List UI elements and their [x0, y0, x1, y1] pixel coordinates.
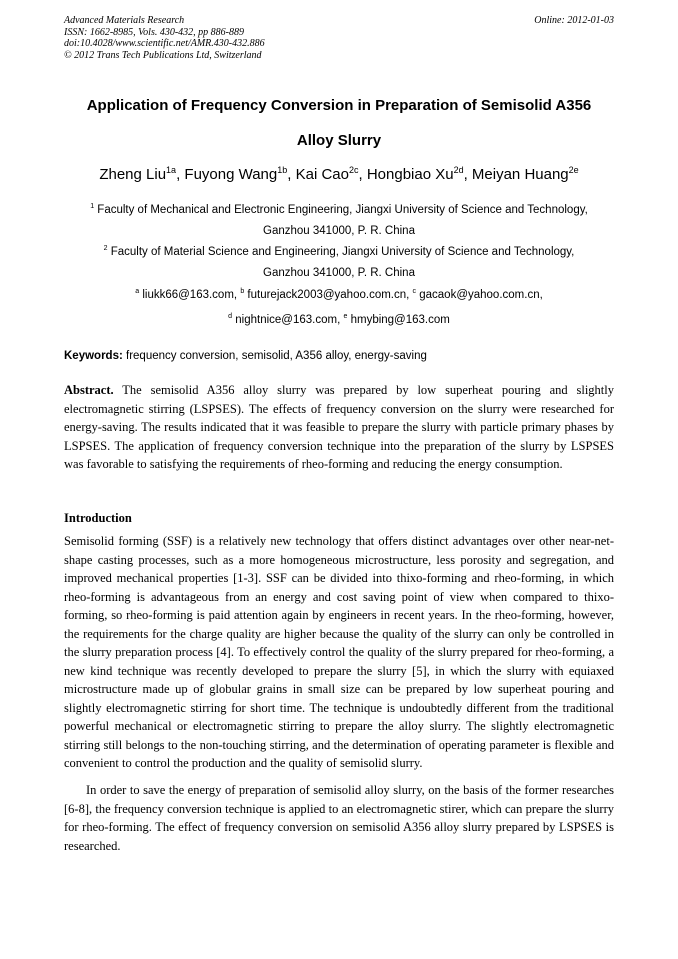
author-separator: ,: [463, 166, 472, 183]
author-name: Hongbiao Xu: [366, 166, 454, 183]
affiliation-marker: 2: [103, 245, 108, 252]
journal-name: Advanced Materials Research: [64, 15, 185, 26]
author-list: [40, 165, 638, 185]
author-name: Fuyong Wang: [184, 166, 278, 183]
email-link[interactable]: gacaok@yahoo.com.cn,: [419, 289, 543, 301]
abstract-text: The semisolid A356 alloy slurry was prepared by low superheat pouring and slightly electromagnetic stirring (LSPSES). The effects of frequency conversion on the slurry were researched for energy-saving. The results indicated that it was feasible to prepare the slurry with particle primary phases by LSPSES. The application of frequency conversion technique into the preparation of the slurry by LSPSES was favorable to satisfying the requirements of rheo-forming and reducing the energy consumption.: [64, 383, 614, 471]
author-name: Zheng Liu: [99, 166, 167, 183]
affiliation-2: [55, 242, 623, 284]
journal-header: [64, 15, 614, 61]
author-separator: ,: [358, 166, 367, 183]
journal-issn: ISSN: 1662-8985, Vols. 430-432, pp 886-889: [64, 26, 244, 38]
online-date: Online: 2012-01-03: [534, 15, 614, 26]
affiliation-1: [55, 200, 623, 242]
author-superscript: 2e: [568, 165, 579, 175]
author-superscript: 2d: [453, 165, 464, 175]
author-separator: ,: [176, 166, 185, 183]
section-heading-introduction: Introduction: [64, 511, 132, 525]
email-link[interactable]: hmybing@163.com: [350, 314, 450, 326]
author-name: Kai Cao: [295, 166, 349, 183]
email-link[interactable]: nightnice@163.com,: [235, 314, 341, 326]
keywords-text: frequency conversion, semisolid, A356 alloy, energy-saving: [126, 350, 427, 362]
paper-title: [40, 88, 638, 158]
affiliation-line: Faculty of Material Science and Engineering, Jiangxi University of Science and Technology,: [110, 246, 575, 258]
abstract-label: Abstract.: [64, 383, 114, 397]
author-name: Meiyan Huang: [471, 166, 569, 183]
author-superscript: 2c: [348, 165, 359, 175]
author-separator: ,: [287, 166, 296, 183]
author-superscript: 1a: [166, 165, 177, 175]
title-line-1: Application of Frequency Conversion in Preparation of Semisolid A356: [86, 97, 592, 114]
intro-paragraph-1: Semisolid forming (SSF) is a relatively new technology that offers distinct advantages over other near-net-shape casting processes, such as a more homogeneous microstructure, less porosity and segregation, and improved mechanical properties [1-3]. SSF can be divided into thixo-forming and rheo-forming, in which rheo-forming is advantageous from an energy and cost saving point of view when compared to thixo-forming, so rheo-forming is paid attention again by engineers in recent years. In the rheo-forming, however, the requirements for the charge quality are higher because the quality of the slurry can only be controlled in the slurry preparation process [4]. To effectively control the quality of the slurry prepared for rheo-forming, a new kind technique was recently developed to prepare the slurry [5], in which the slurry with equiaxed microstructure made up of globular grains in small size can be prepared by low superheat pouring and slightly electromagnetic stirring for short time. The technique is undoubtedly different from the traditional powerful mechanical or electromagnetic stirring to prepare the alloy slurry. The slightly electromagnetic stirring still belongs to the non-touching stirring, and the determination of operating parameter is flexible and convenient to control the production and the quality of semisolid slurry.: [64, 534, 614, 770]
abstract: [64, 381, 614, 474]
title-line-2: Alloy Slurry: [296, 132, 382, 149]
affiliation-line: Faculty of Mechanical and Electronic Engineering, Jiangxi University of Science and Technology,: [97, 204, 588, 216]
journal-doi[interactable]: doi:10.4028/www.scientific.net/AMR.430-432.886: [64, 38, 265, 49]
journal-copyright: © 2012 Trans Tech Publications Ltd, Switzerland: [64, 49, 262, 61]
email-line-1: $^a$ liukk66@163.com, $^b$ futurejack2003@yahoo.com.cn, $^c$ gacaok@yahoo.com.cn,: [135, 288, 543, 301]
keywords-label: Keywords:: [64, 350, 123, 362]
email-line-2: $^d$ nightnice@163.com, $^e$ hmybing@163.com: [228, 313, 450, 326]
author-superscript: 1b: [277, 165, 288, 175]
intro-paragraph-2: In order to save the energy of preparation of semisolid alloy slurry, on the basis of the former researches [6-8], the frequency conversion technique is applied to an electromagnetic stirer, which can prepare the slurry for rheo-forming. The effect of frequency conversion on semisolid A356 alloy slurry prepared by LSPSES is researched.: [64, 783, 614, 853]
affiliation-line: Ganzhou 341000, P. R. China: [263, 225, 415, 237]
email-link[interactable]: liukk66@163.com,: [142, 289, 238, 301]
affiliation-line: Ganzhou 341000, P. R. China: [263, 267, 415, 279]
affiliation-marker: 1: [90, 203, 95, 210]
keywords: [64, 347, 614, 365]
email-link[interactable]: futurejack2003@yahoo.com.cn,: [247, 289, 410, 301]
